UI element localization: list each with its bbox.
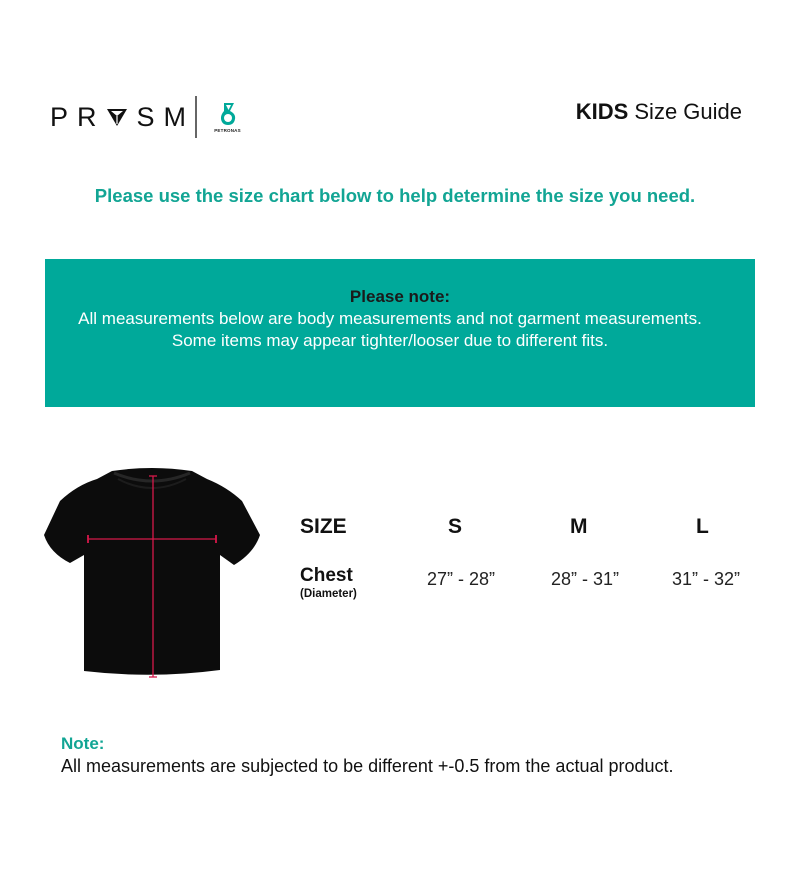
- brand-logos: [50, 96, 245, 138]
- notice-box: [45, 259, 755, 407]
- prysm-letter-s: S: [136, 101, 164, 132]
- chest-value-m: 28” - 31”: [551, 569, 620, 589]
- size-m: M: [570, 515, 588, 538]
- chest-value-l: 31” - 32”: [672, 569, 741, 589]
- size-l: L: [696, 515, 709, 538]
- prysm-letter-p: P: [50, 101, 78, 132]
- size-header-label: SIZE: [300, 515, 347, 538]
- tshirt-icon: [42, 465, 262, 685]
- brand-divider: [195, 96, 197, 138]
- intro-text: Please use the size chart below to help determine the size you need.: [94, 185, 696, 206]
- petronas-drop-icon: [219, 102, 237, 126]
- prysm-letter-r: R: [77, 101, 106, 132]
- petronas-logo: [211, 102, 245, 133]
- page-title-rest: Size Guide: [628, 99, 742, 124]
- footer-note: [61, 734, 674, 778]
- page-title-bold: KIDS: [575, 99, 629, 124]
- page-title: [576, 99, 742, 125]
- footer-note-body: All measurements are subjected to be different +-0.5 from the actual product.: [61, 756, 674, 776]
- prysm-letter-m: M: [163, 101, 196, 132]
- size-header-row: [300, 515, 770, 551]
- chest-sublabel: (Diameter): [300, 588, 357, 600]
- petronas-wordmark: PETRONAS: [214, 127, 241, 133]
- header: [0, 0, 800, 160]
- prysm-triangle-icon: [106, 106, 128, 128]
- notice-title: Please note:: [349, 287, 451, 306]
- size-s: S: [448, 515, 463, 538]
- size-chart: [300, 515, 770, 625]
- chest-label: Chest: [300, 565, 353, 586]
- footer-note-title: Note:: [61, 734, 105, 753]
- chest-label-cell: [300, 565, 357, 601]
- chest-value-s: 27” - 28”: [427, 569, 496, 589]
- prysm-logo: [50, 96, 195, 138]
- notice-body: All measurements below are body measurements and not garment measurements. Some items may appear tighter/looser due to different fits.: [78, 309, 702, 350]
- chest-row: [300, 565, 770, 625]
